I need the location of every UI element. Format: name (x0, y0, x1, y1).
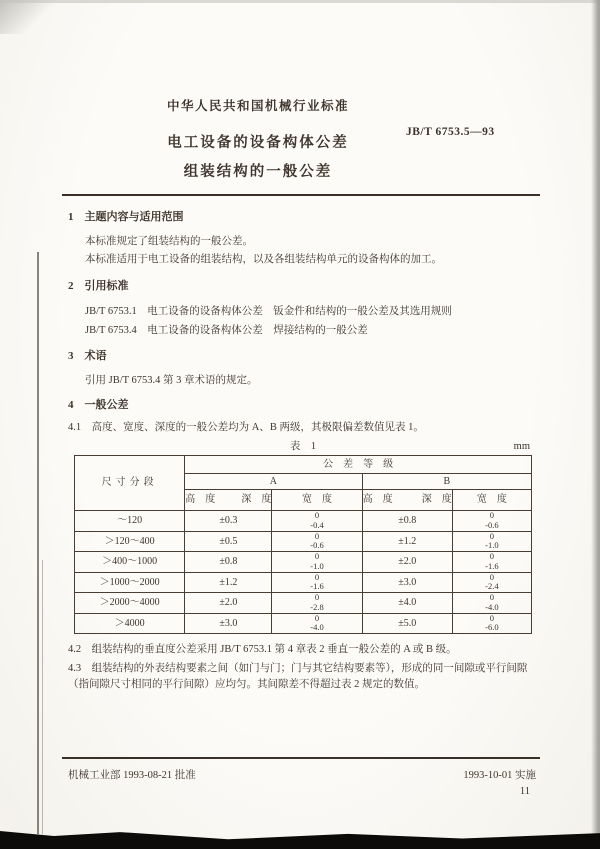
deviation-upper: 0 (489, 530, 495, 541)
page-number: 11 (519, 786, 530, 797)
document-body (68, 210, 542, 692)
clause-4-3-line1: 4.3 组装结构的外表结构要素之间（如门与门；门与其它结构要素等），形成的同一间隙或平行间隙 (68, 663, 528, 675)
deviation-upper: 0 (314, 592, 320, 603)
tolerance-a-height-depth: ±0.5 (185, 531, 272, 552)
table-row (75, 511, 532, 532)
tolerance-b-width (452, 531, 531, 552)
document-title-line1: 电工设备的设备构体公差 (167, 135, 349, 151)
header-a-width: 宽 度 (272, 490, 362, 511)
document-footer (68, 767, 538, 782)
header-size-range: 尺寸分段 (75, 456, 185, 511)
size-range: ～120 (75, 511, 185, 532)
table-caption-row (74, 439, 532, 453)
size-range: ＞1000～2000 (75, 572, 185, 593)
tolerance-b-width (452, 511, 531, 532)
document-title-line2: 组装结构的一般公差 (183, 164, 333, 180)
header-b-height-depth (362, 490, 452, 511)
footer-rule (62, 757, 540, 759)
deviation-lower: -4.0 (485, 601, 499, 612)
tolerance-b-height-depth: ±5.0 (362, 613, 452, 634)
header-a-height-depth (185, 490, 272, 511)
tolerance-b-width (452, 613, 531, 634)
deviation-lower: -2.4 (485, 581, 499, 592)
deviation-lower: -4.0 (310, 622, 324, 633)
document-header (40, 96, 476, 181)
deviation-lower: -0.6 (485, 519, 499, 530)
tolerance-a-width (272, 531, 362, 552)
tolerance-a-height-depth: ±3.0 (185, 613, 272, 634)
tolerance-table (74, 455, 532, 634)
section-3-paragraph: 引用 JB/T 6753.4 第 3 章术语的规定。 (85, 374, 258, 386)
scan-edge-bottom (0, 831, 600, 849)
section-1-heading: 1 主题内容与适用范围 (68, 211, 184, 223)
table-caption: 表 1 (289, 441, 317, 453)
scan-corner-shadow (0, 0, 56, 34)
tolerance-a-width (272, 593, 362, 614)
approval-note: 机械工业部 1993-08-21 批准 (68, 770, 196, 781)
scan-edge-right (591, 0, 600, 849)
section-3-heading: 3 术语 (68, 349, 107, 362)
clause-4-2: 4.2 组装结构的垂直度公差采用 JB/T 6753.1 第 4 章表 2 垂直一般公差的 A 或 B 级。 (68, 644, 457, 656)
tolerance-b-width (452, 593, 531, 614)
tolerance-a-width (272, 552, 362, 573)
table-unit: mm (513, 441, 530, 453)
deviation-upper: 0 (489, 612, 495, 623)
section-4-heading: 4 一般公差 (68, 398, 129, 411)
scan-artifact-line (37, 252, 39, 834)
size-range: ＞4000 (75, 613, 185, 634)
deviation-upper: 0 (314, 510, 320, 521)
tolerance-b-height-depth: ±4.0 (362, 593, 452, 614)
header-height-label: 高 度 (362, 494, 393, 506)
header-grade-a: A (185, 474, 362, 490)
tolerance-a-height-depth: ±1.2 (185, 572, 272, 593)
deviation-upper: 0 (314, 551, 320, 562)
tolerance-a-height-depth: ±0.8 (185, 552, 272, 573)
deviation-lower: -0.4 (310, 519, 324, 530)
tolerance-b-width (452, 552, 531, 573)
effective-date-note: 1993-10-01 实施 (463, 770, 536, 781)
clause-4-1: 4.1 高度、宽度、深度的一般公差均为 A、B 两级，其极限偏差数值见表 1。 (68, 421, 424, 433)
section-2-heading: 2 引用标准 (68, 280, 129, 293)
tolerance-a-height-depth: ±2.0 (185, 593, 272, 614)
tolerance-a-height-depth: ±0.3 (185, 511, 272, 532)
tolerance-b-height-depth: ±1.2 (362, 531, 452, 552)
header-grade-b: B (362, 474, 531, 490)
deviation-upper: 0 (314, 530, 320, 541)
table-1-block (74, 439, 532, 634)
header-height-label: 高 度 (185, 494, 216, 506)
deviation-lower: -2.8 (310, 601, 324, 612)
deviation-lower: -1.6 (310, 581, 324, 592)
scan-edge-top (0, 0, 600, 3)
size-range: ＞120～400 (75, 531, 185, 552)
tolerance-b-height-depth: ±2.0 (362, 552, 452, 573)
header-b-width: 宽 度 (452, 490, 531, 511)
deviation-upper: 0 (489, 551, 495, 562)
deviation-upper: 0 (314, 612, 320, 623)
tolerance-a-width (272, 572, 362, 593)
table-header-row (75, 456, 532, 474)
header-depth-label: 深 度 (241, 494, 272, 506)
section-1-paragraph: 本标准规定了组装结构的一般公差。 (85, 235, 253, 247)
deviation-lower: -1.0 (485, 540, 499, 551)
referenced-standard: JB/T 6753.4 电工设备的设备构体公差 焊接结构的一般公差 (85, 324, 368, 336)
tolerance-a-width (272, 613, 362, 634)
table-row (75, 593, 532, 614)
standard-org-line: 中华人民共和国机械行业标准 (166, 99, 349, 113)
scan-artifact-line (42, 560, 43, 834)
deviation-lower: -6.0 (485, 622, 499, 633)
clause-4-3-line2: （指间隙尺寸相同的平行间隙）应均匀。其间隙差不得超过表 2 规定的数值。 (68, 678, 425, 690)
deviation-upper: 0 (489, 510, 495, 521)
deviation-upper: 0 (489, 592, 495, 603)
referenced-standard: JB/T 6753.1 电工设备的设备构体公差 钣金件和结构的一般公差及其选用规则 (85, 306, 452, 318)
table-row (75, 552, 532, 573)
header-rule (62, 194, 540, 196)
deviation-lower: -0.6 (310, 540, 324, 551)
size-range: ＞400～1000 (75, 552, 185, 573)
standard-number: JB/T 6753.5—93 (406, 126, 495, 138)
header-depth-label: 深 度 (421, 494, 452, 506)
tolerance-b-height-depth: ±0.8 (362, 511, 452, 532)
section-1-paragraph: 本标准适用于电工设备的组装结构，以及各组装结构单元的设备构体的加工。 (85, 254, 442, 266)
deviation-lower: -1.0 (310, 560, 324, 571)
size-range: ＞2000～4000 (75, 593, 185, 614)
table-row (75, 531, 532, 552)
deviation-upper: 0 (489, 571, 495, 582)
table-row (75, 613, 532, 634)
tolerance-b-width (452, 572, 531, 593)
deviation-lower: -1.6 (485, 560, 499, 571)
tolerance-b-height-depth: ±3.0 (362, 572, 452, 593)
header-tolerance-grade: 公 差 等 级 (185, 456, 532, 474)
deviation-upper: 0 (314, 571, 320, 582)
table-row (75, 572, 532, 593)
tolerance-a-width (272, 511, 362, 532)
